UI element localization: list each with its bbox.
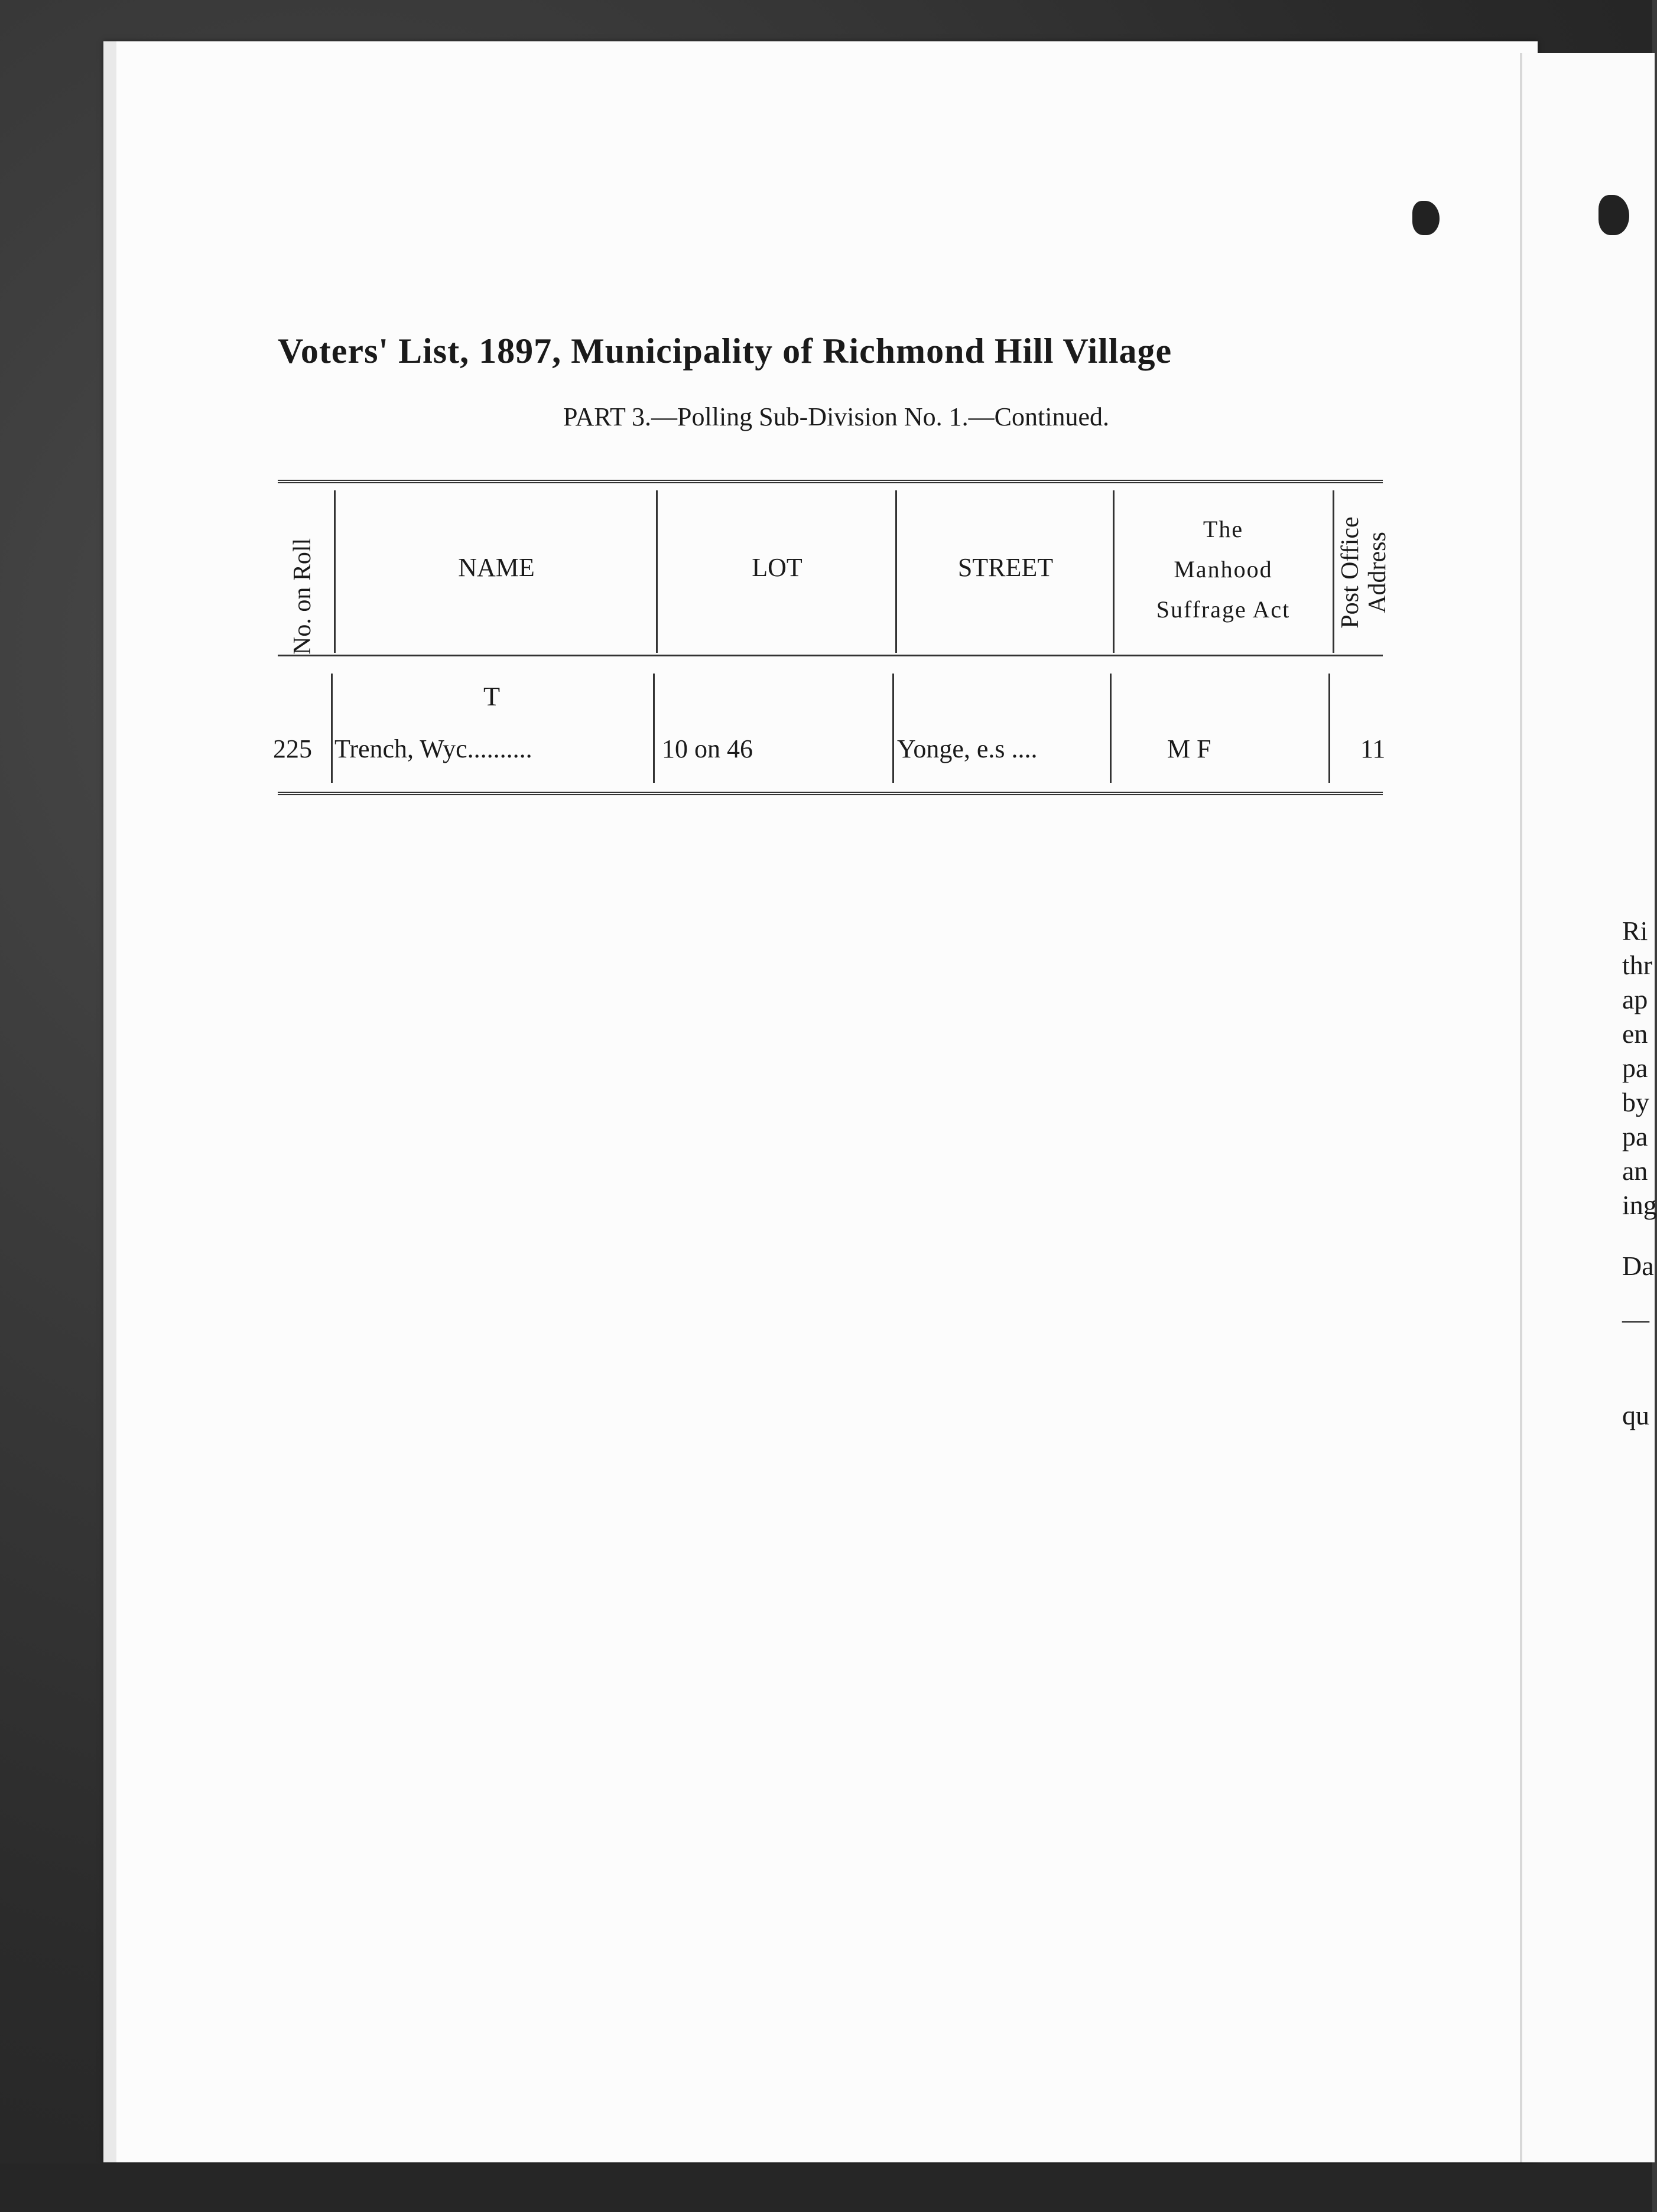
row-divider (331, 674, 333, 783)
right-fragment: thr (1622, 950, 1653, 980)
right-fragment: Da (1622, 1251, 1654, 1281)
row-divider (1110, 674, 1112, 783)
header-divider (334, 490, 336, 653)
header-manhood-line1: The (1203, 516, 1244, 542)
row-divider (1328, 674, 1330, 783)
header-manhood-line2: Manhood (1174, 556, 1273, 583)
header-divider (1333, 490, 1334, 653)
header-divider (656, 490, 658, 653)
row-name: Trench, Wyc.......... (334, 734, 532, 763)
header-divider (895, 490, 897, 653)
right-fragment: ing (1622, 1190, 1657, 1220)
page-subtitle: PART 3.—Polling Sub-Division No. 1.—Continued. (563, 402, 1109, 431)
row-street: Yonge, e.s .... (897, 734, 1038, 763)
header-no-on-roll: No. on Roll (289, 538, 316, 655)
header-post-office-line2: Address (1364, 532, 1391, 613)
section-letter: T (483, 681, 501, 711)
header-manhood-suffrage (1114, 509, 1333, 630)
ink-blot-left (1412, 201, 1440, 235)
header-manhood-line3: Suffrage Act (1156, 596, 1291, 623)
right-fragment: Ri (1622, 916, 1648, 946)
right-fragment: by (1622, 1087, 1649, 1117)
scan-bottom-edge (0, 2164, 1652, 2212)
row-divider (653, 674, 655, 783)
page-title: Voters' List, 1897, Municipality of Richmond Hill Village (278, 331, 1172, 370)
header-post-office (1337, 493, 1391, 652)
right-fragment: pa (1622, 1121, 1648, 1151)
row-no: 225 (273, 734, 312, 763)
row-divider (892, 674, 894, 783)
right-fragment: ap (1622, 984, 1648, 1014)
table-header-rule (278, 655, 1383, 656)
right-fragment: an (1622, 1156, 1648, 1186)
table-top-rule (278, 480, 1383, 483)
right-fragment: — (1622, 1304, 1649, 1334)
row-lot: 10 on 46 (662, 734, 753, 763)
row-manhood: M F (1167, 734, 1211, 763)
right-fragment: qu (1622, 1400, 1649, 1430)
header-post-office-line1: Post Office (1337, 516, 1364, 629)
right-fragment: en (1622, 1019, 1648, 1049)
header-lot: LOT (752, 553, 802, 582)
row-post-office: 11 (1360, 734, 1386, 763)
ink-blot-right (1598, 195, 1629, 235)
table-bottom-rule (278, 792, 1383, 795)
right-fragment: pa (1622, 1053, 1648, 1083)
header-name: NAME (458, 553, 535, 582)
header-street: STREET (957, 553, 1054, 582)
